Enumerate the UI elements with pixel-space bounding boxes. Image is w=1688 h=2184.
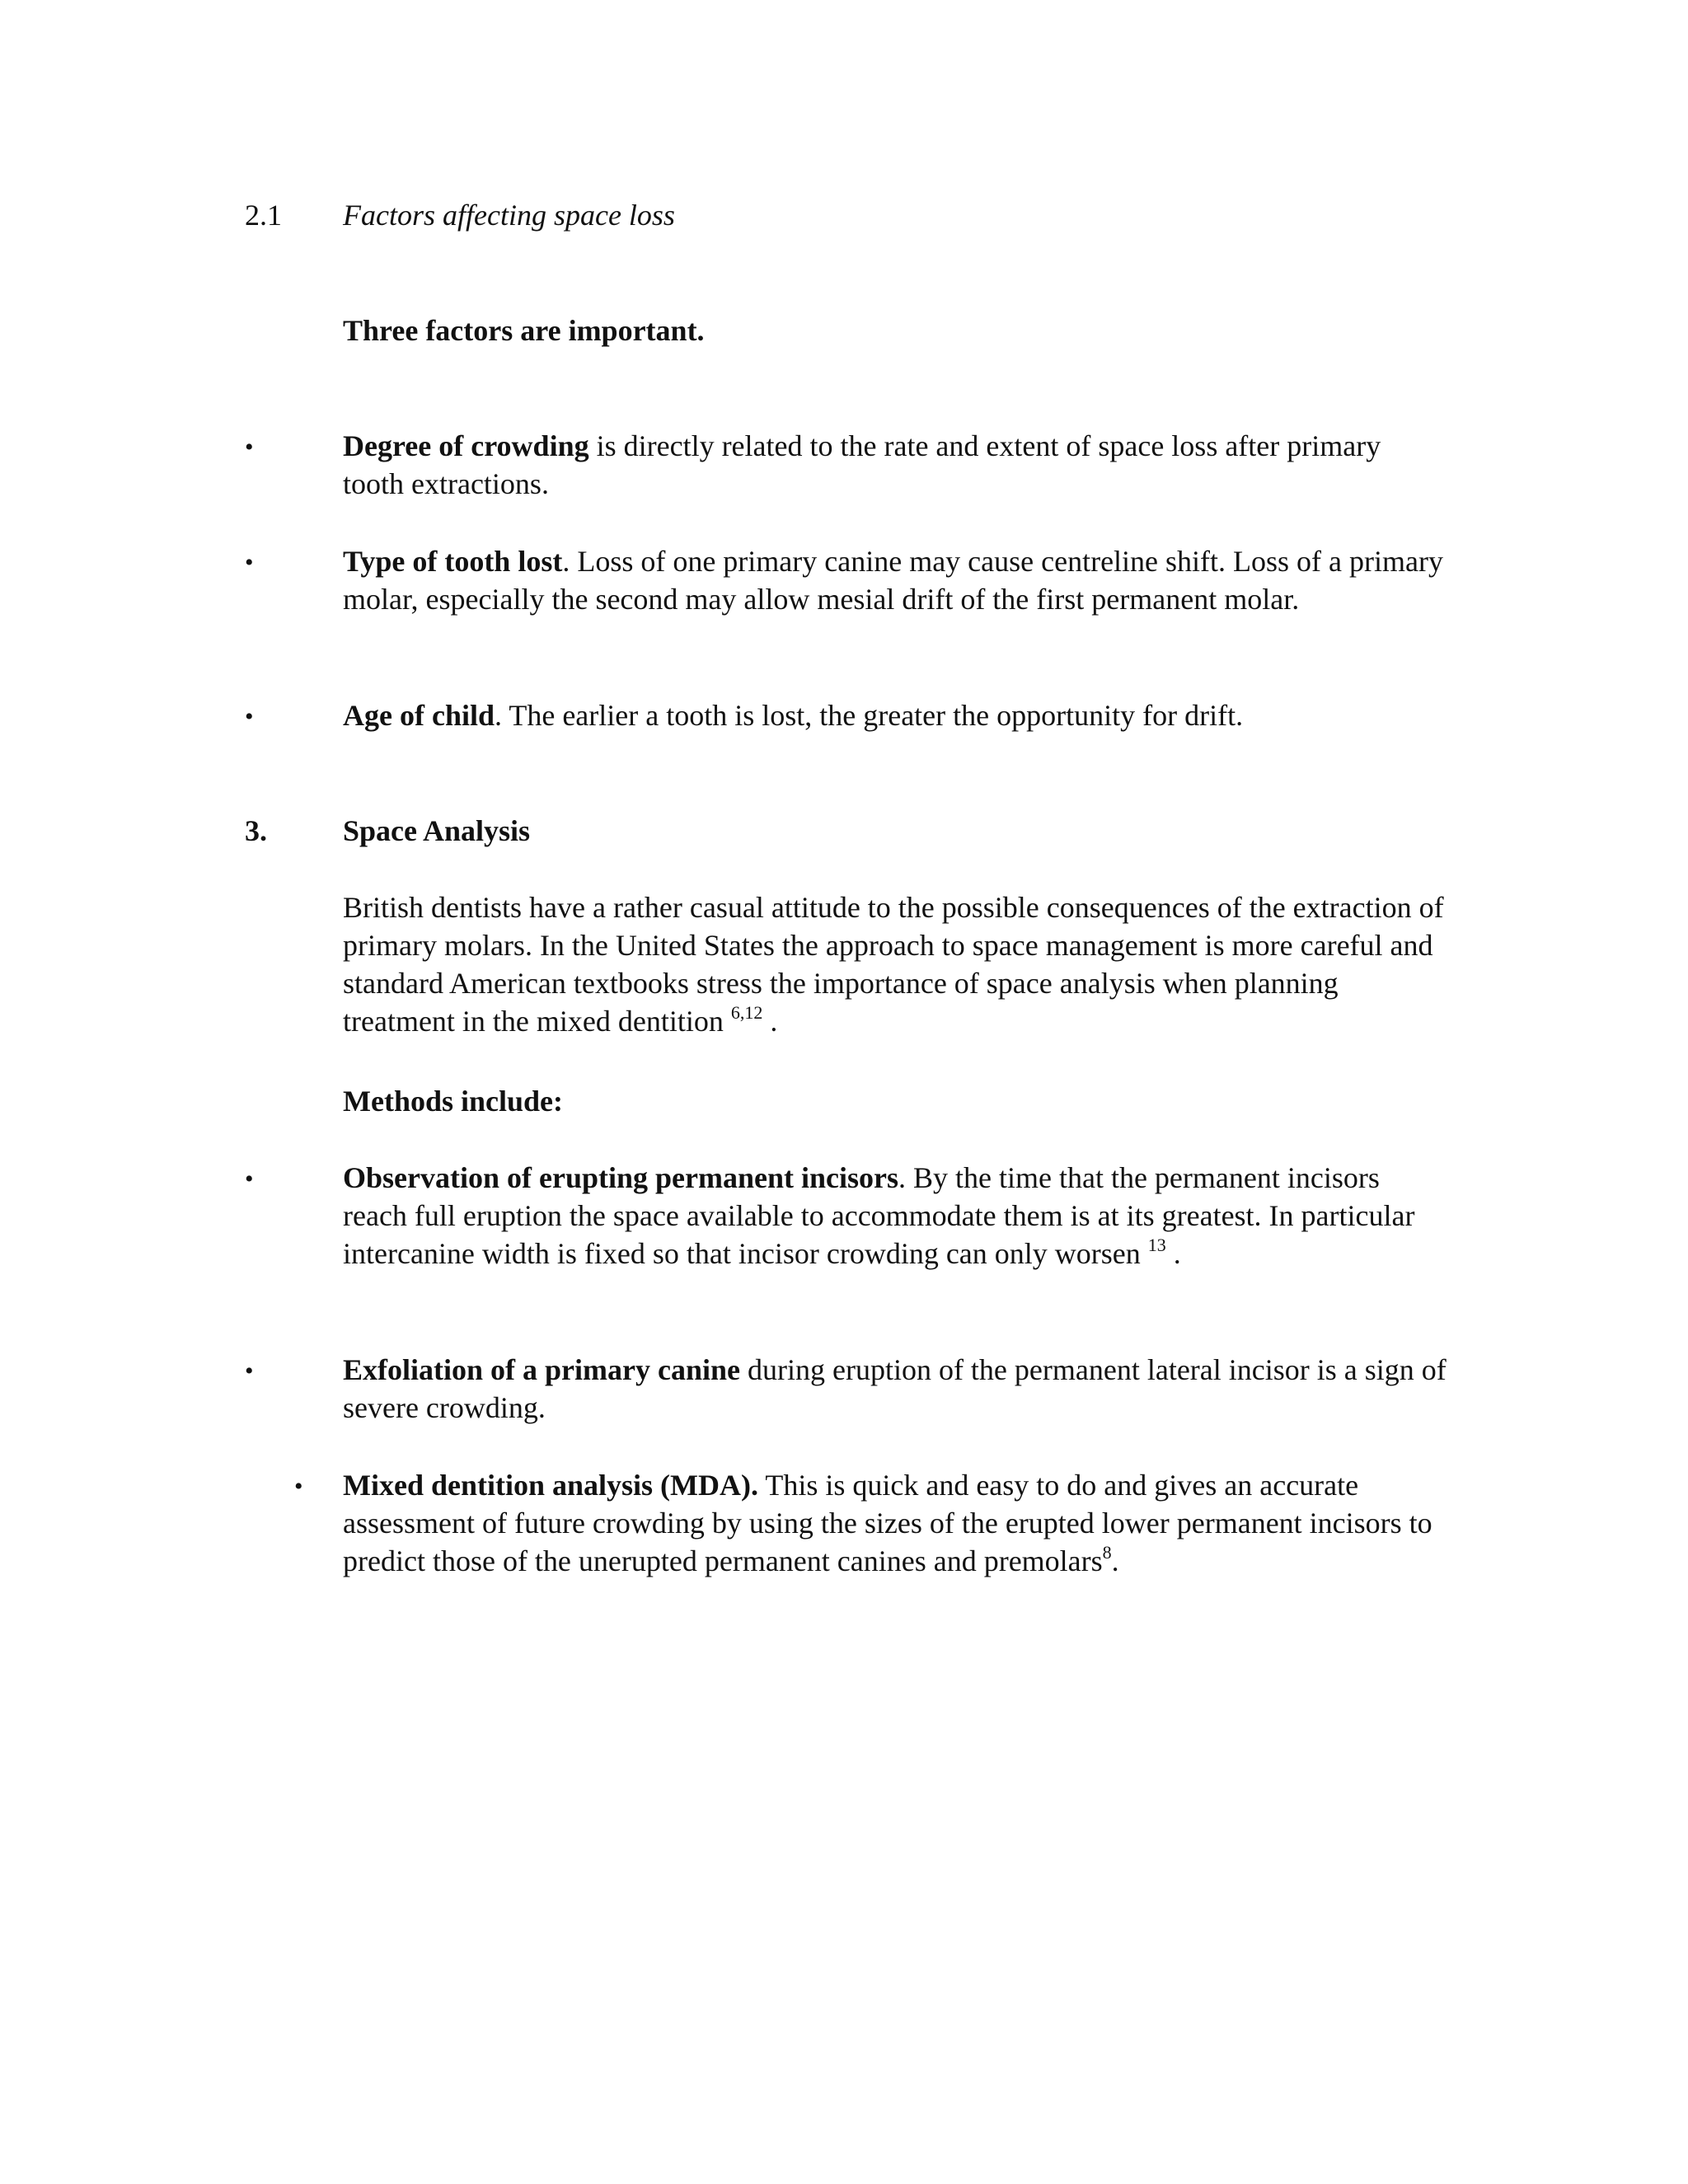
- methods-heading: Methods include:: [343, 1085, 564, 1118]
- section-2-1-number: 2.1: [245, 199, 282, 232]
- method-text: This is quick and easy to do and gives an accurate assessment of future crowding by using the sizes of the erupted lower permanent incisors to predict those of the unerupted permanent canines and premolars: [343, 1469, 1432, 1577]
- method-end: .: [1111, 1544, 1119, 1577]
- bullet-icon: •: [245, 549, 254, 576]
- paragraph-end: .: [762, 1005, 778, 1038]
- reference-superscript: 8: [1102, 1542, 1112, 1563]
- method-term: Observation of erupting permanent incisors: [343, 1161, 898, 1194]
- bullet-icon: •: [245, 1165, 254, 1193]
- method-term: Exfoliation of a primary canine: [343, 1353, 740, 1386]
- paragraph-text: British dentists have a rather casual attitude to the possible consequences of the extraction of primary molars. In the United States the approach to space management is more careful and standard American textbooks stress the importance of space analysis when planning treatment in the mixed dentition: [343, 891, 1444, 1038]
- bullet-icon: •: [245, 703, 254, 730]
- reference-superscript: 6,12: [730, 1002, 763, 1023]
- method-item-observation: [343, 1159, 1447, 1272]
- factor-text: . The earlier a tooth is lost, the greater the opportunity for drift.: [495, 699, 1244, 732]
- method-end: .: [1165, 1237, 1181, 1270]
- factor-text: is directly related to the rate and extent of space loss after primary tooth extractions.: [343, 429, 1381, 500]
- factor-term: Type of tooth lost: [343, 545, 563, 578]
- bullet-icon: •: [245, 434, 254, 461]
- section-3-title: Space Analysis: [343, 814, 531, 847]
- method-text: during eruption of the permanent lateral incisor is a sign of severe crowding.: [343, 1353, 1447, 1424]
- factor-item-crowding: [343, 427, 1447, 503]
- factor-term: Age of child: [343, 699, 495, 732]
- method-item-mda: [343, 1466, 1447, 1580]
- bullet-icon: •: [245, 1357, 254, 1385]
- factor-text: . Loss of one primary canine may cause centreline shift. Loss of a primary molar, especially the second may allow mesial drift of the first permanent molar.: [343, 545, 1443, 616]
- reference-superscript: 13: [1147, 1235, 1166, 1255]
- intro-text: Three factors are important.: [343, 314, 705, 347]
- method-term: Mixed dentition analysis (MDA).: [343, 1469, 758, 1502]
- factor-item-age: [343, 696, 1447, 734]
- section-3-number: 3.: [245, 814, 267, 847]
- method-item-exfoliation: [343, 1351, 1447, 1427]
- factor-term: Degree of crowding: [343, 429, 589, 462]
- bullet-icon: •: [294, 1473, 303, 1500]
- section-3-paragraph: [343, 888, 1447, 1040]
- method-text: . By the time that the permanent incisors reach full eruption the space available to accommodate them is at its greatest. In particular intercanine width is fixed so that incisor crowding can only worsen: [343, 1161, 1415, 1270]
- factor-item-tooth-type: [343, 542, 1447, 618]
- section-2-1-title: Factors affecting space loss: [343, 199, 675, 232]
